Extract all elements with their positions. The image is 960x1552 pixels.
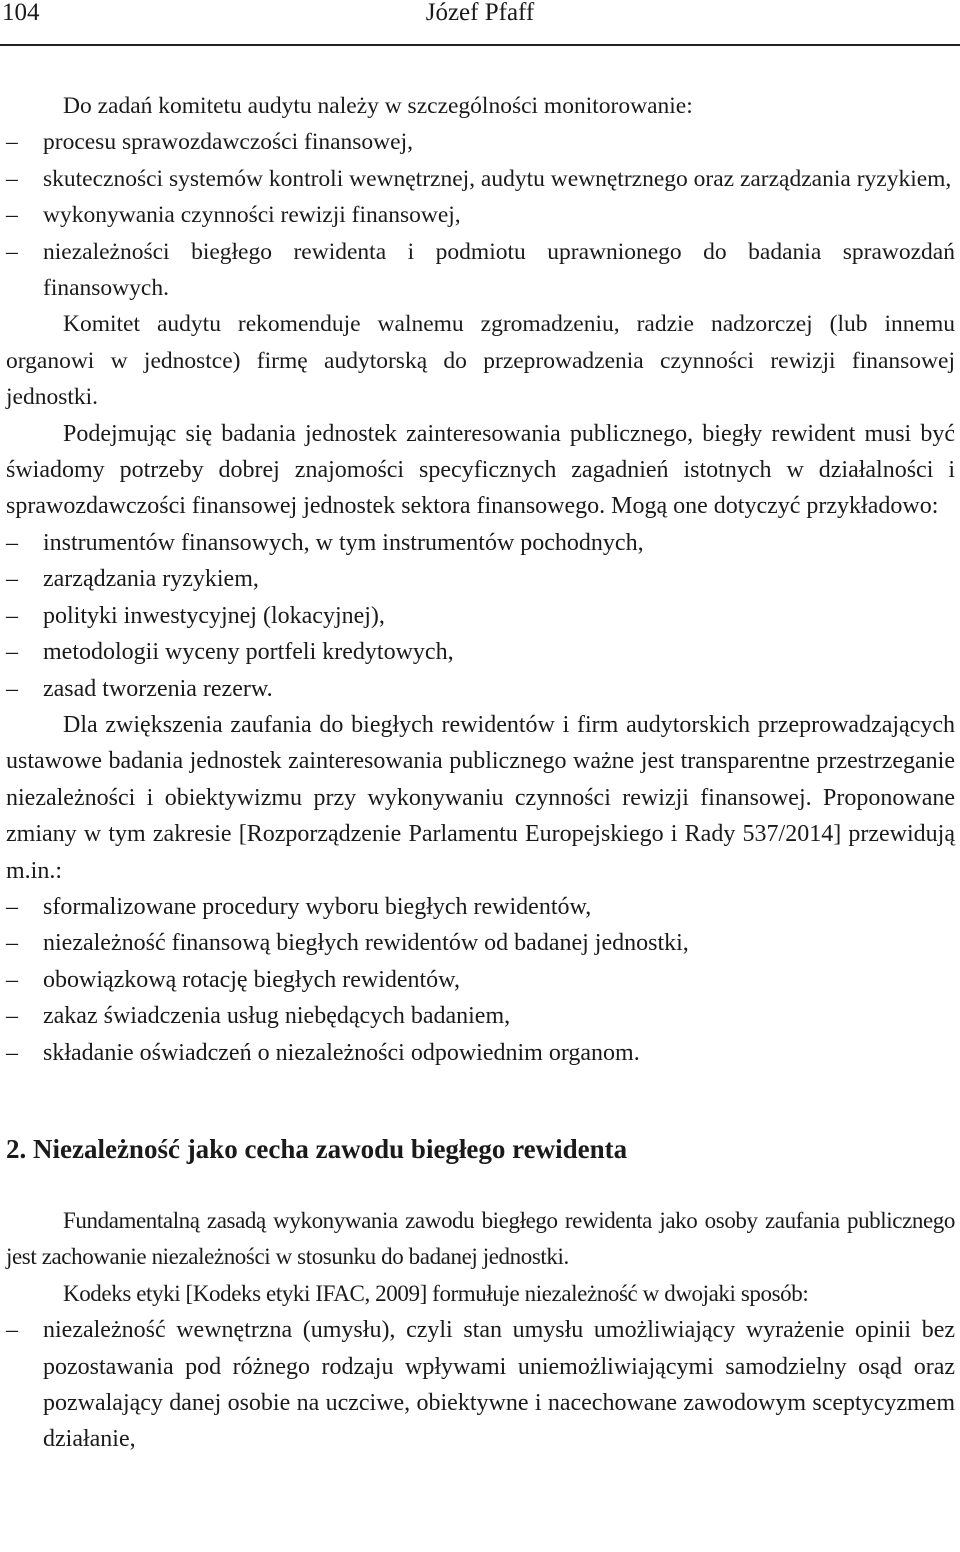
dash-bullet: – (6, 238, 18, 265)
paragraph-code-of-ethics: Kodeks etyki [Kodeks etyki IFAC, 2009] formułuje niezależność w dwojaki sposób: (63, 1280, 809, 1306)
dash-bullet: – (6, 639, 18, 666)
dash-bullet: – (6, 202, 18, 229)
list-item: – niezależności biegłego rewidenta i podmiotu uprawnionego do badania sprawozdań finansowych. (6, 234, 955, 307)
dash-bullet: – (6, 1039, 18, 1066)
dash-bullet: – (6, 675, 18, 702)
dash-bullet: – (6, 602, 18, 629)
proposed-changes-list (6, 889, 955, 1071)
list-item: – zasad tworzenia rezerw. (6, 671, 955, 707)
list-item: – niezależność wewnętrzna (umysłu), czyli stan umysłu umożliwiający wyrażenie opinii bez pozostawania pod różnego rodzaju wpływami uniemożliwiającymi samodzielny osąd oraz pozwalający danej osobie na uczciwe, obiektywne i nacechowane zawodowym sceptycyzmem działanie, (6, 1312, 955, 1458)
page-body (6, 88, 955, 1458)
list-item: – instrumentów finansowych, w tym instrumentów pochodnych, (6, 525, 955, 561)
specific-issues-list (6, 525, 955, 707)
running-head-author: Józef Pfaff (425, 0, 535, 26)
list-item: – polityki inwestycyjnej (lokacyjnej), (6, 598, 955, 634)
page-header (0, 0, 960, 46)
paragraph-committee-recommendation: Komitet audytu rekomenduje walnemu zgromadzeniu, radzie nadzorczej (lub innemu organowi w jednostce) firmę audytorską do przeprowadzenia czynności rewizji finansowej jednostki. (6, 311, 955, 411)
list-item: – zarządzania ryzykiem, (6, 561, 955, 597)
list-item: – skuteczności systemów kontroli wewnętrznej, audytu wewnętrznego oraz zarządzania ryzykiem, (6, 161, 955, 197)
dash-bullet: – (6, 566, 18, 593)
list-item: – sformalizowane procedury wyboru biegłych rewidentów, (6, 889, 955, 925)
dash-bullet: – (6, 165, 18, 192)
list-item: – składanie oświadczeń o niezależności odpowiednim organom. (6, 1035, 955, 1071)
paragraph-fundamental-principle: Fundamentalną zasadą wykonywania zawodu biegłego rewidenta jako osoby zaufania publicznego jest zachowanie niezależności w stosunku do badanej jednostki. (6, 1207, 955, 1270)
dash-bullet: – (6, 893, 18, 920)
list-item: – wykonywania czynności rewizji finansowej, (6, 197, 955, 233)
section-heading: 2. Niezależność jako cecha zawodu biegłego rewidenta (6, 1133, 628, 1164)
paragraph-public-interest-entities: Podejmując się badania jednostek zainteresowania publicznego, biegły rewident musi być świadomy potrzeby dobrej znajomości specyficznych zagadnień istotnych w działalności i sprawozdawczości finansowej jednostek sektora finansowego. Mogą one dotyczyć przykładowo: (6, 420, 955, 520)
dash-bullet: – (6, 1317, 18, 1344)
intro-paragraph: Do zadań komitetu audytu należy w szczególności monitorowanie: (63, 93, 693, 119)
paragraph-trust-increase: Dla zwiększenia zaufania do biegłych rewidentów i firm audytorskich przeprowadzających ustawowe badania jednostek zainteresowania publicznego ważne jest transparentne przestrzeganie niezależności i obiektywizmu przy wykonywaniu czynności rewizji finansowej. Proponowane zmiany w tym zakresie [Rozporządzenie Parlamentu Europejskiego i Rady 537/2014] przewidują m.in.: (6, 711, 955, 884)
independence-forms-list (6, 1312, 955, 1458)
page-number: 104 (2, 0, 40, 26)
dash-bullet: – (6, 930, 18, 957)
dash-bullet: – (6, 129, 18, 156)
list-item: – procesu sprawozdawczości finansowej, (6, 124, 955, 160)
committee-duties-list (6, 124, 955, 306)
dash-bullet: – (6, 1003, 18, 1030)
list-item: – niezależność finansową biegłych rewidentów od badanej jednostki, (6, 925, 955, 961)
list-item: – metodologii wyceny portfeli kredytowych, (6, 634, 955, 670)
list-item: – zakaz świadczenia usług niebędących badaniem, (6, 998, 955, 1034)
list-item: – obowiązkową rotację biegłych rewidentów, (6, 962, 955, 998)
dash-bullet: – (6, 529, 18, 556)
dash-bullet: – (6, 966, 18, 993)
